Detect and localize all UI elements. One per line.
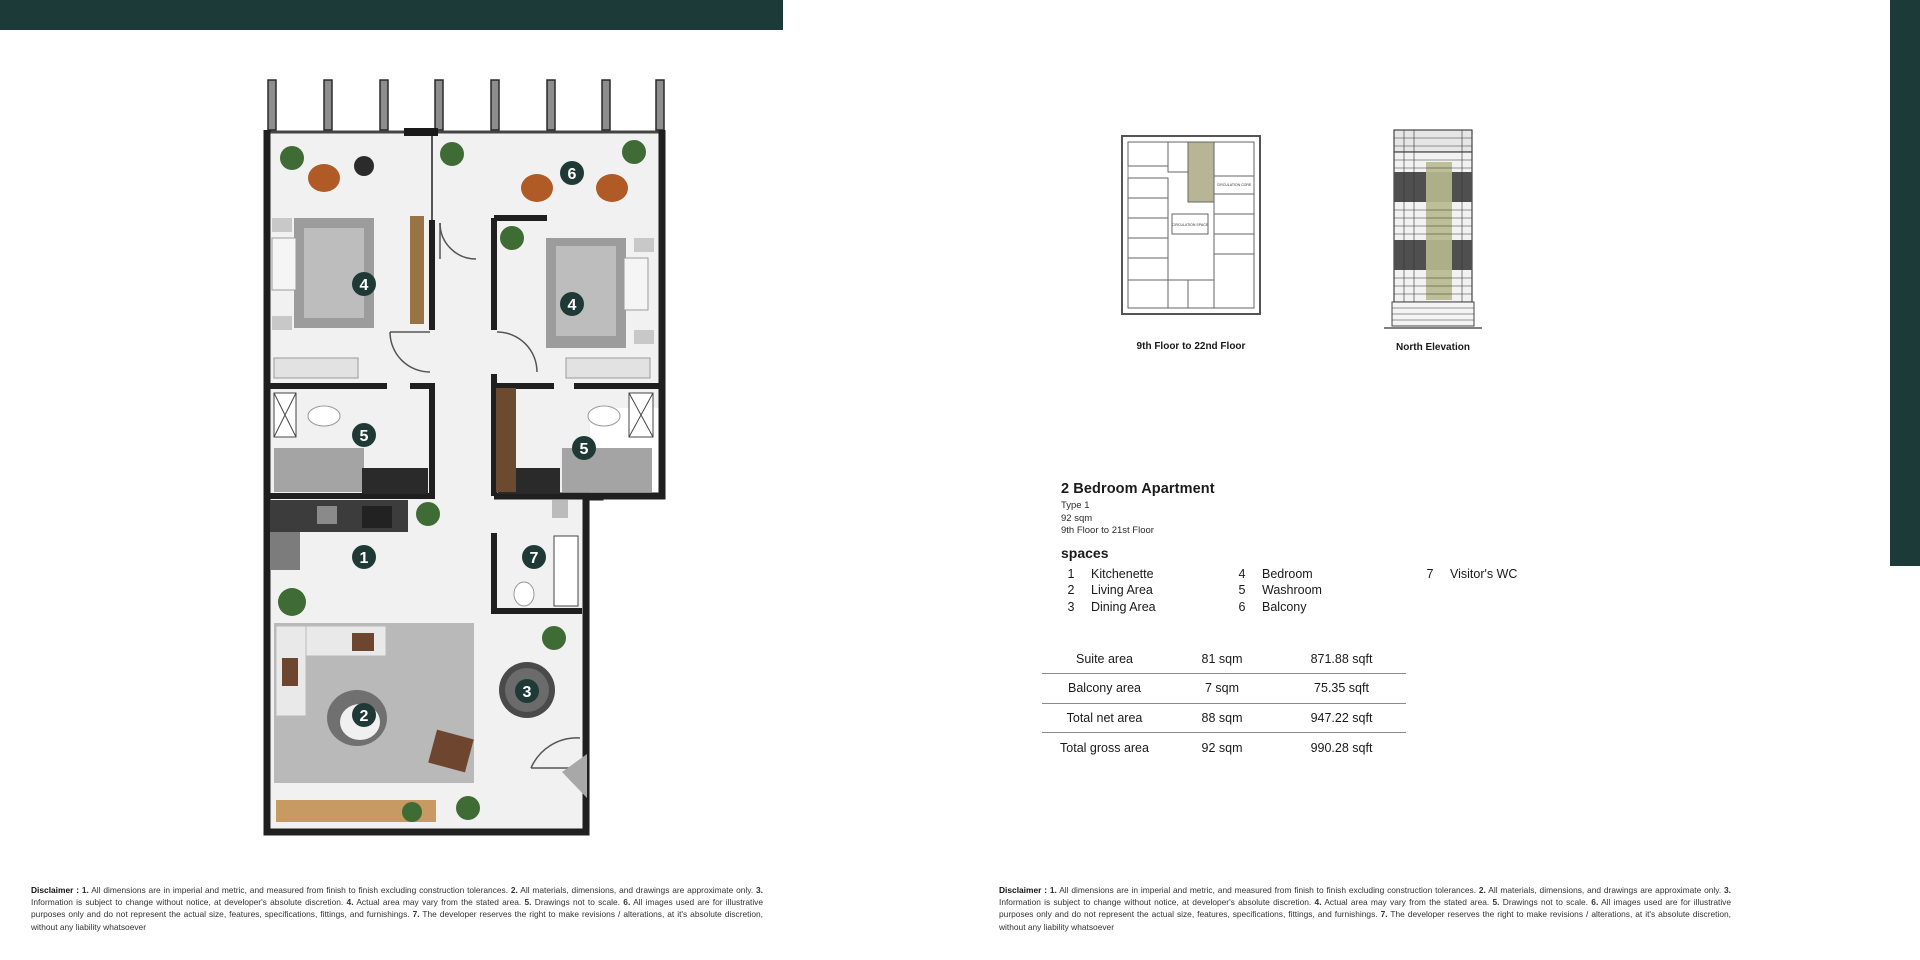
- elevation-caption: North Elevation: [1396, 342, 1470, 353]
- room-marker-1: 1: [359, 550, 369, 567]
- room-marker-5-right: 5: [579, 441, 589, 458]
- space-item-3: 3 Dining Area: [1067, 600, 1156, 614]
- apartment-info: [1061, 481, 1215, 538]
- space-item-2: 2 Living Area: [1067, 583, 1153, 597]
- room-marker-4-right: 4: [567, 297, 577, 314]
- space-item-6: 6 Balcony: [1238, 600, 1307, 614]
- room-marker-6: 6: [567, 166, 577, 183]
- top-brand-bar: [0, 0, 783, 30]
- disclaimer-right: Disclaimer : 1. All dimensions are in imperial and metric, and measured from finish to finish excluding construction tolerances. 2. All materials, dimensions, and drawings are approximate only. 3. Information is subject to change without notice, at developer's absolute discretion. 4. Actual area may vary from the stated area. 5. Drawings not to scale. 6. All images used are for illustrative purposes only and do not represent the actual size, features, specifications, fittings, and furnishings. 7. The developer reserves the right to make revisions / alterations, at it's absolute discretion, without any liability whatsoever: [999, 885, 1732, 932]
- apartment-title: 2 Bedroom Apartment: [1061, 481, 1215, 497]
- keyplan-caption: 9th Floor to 22nd Floor: [1136, 341, 1246, 352]
- table-row: Total gross area 92 sqm 990.28 sqft: [1042, 733, 1406, 763]
- space-item-1: 1 Kitchenette: [1067, 567, 1154, 581]
- room-marker-4-left: 4: [359, 277, 369, 294]
- room-marker-5-left: 5: [359, 428, 369, 445]
- floor-plan-drawing: [262, 78, 670, 838]
- room-marker-2: 2: [359, 708, 369, 725]
- space-item-7: 7 Visitor's WC: [1426, 567, 1518, 581]
- apartment-floors: 9th Floor to 21st Floor: [1061, 525, 1154, 536]
- space-item-5: 5 Washroom: [1238, 583, 1322, 597]
- keyplan-label-circulation-core: CIRCULATION CORE: [1216, 183, 1252, 187]
- space-item-4: 4 Bedroom: [1238, 567, 1313, 581]
- table-row: Balcony area 7 sqm 75.35 sqft: [1042, 674, 1406, 704]
- room-marker-3: 3: [522, 684, 532, 701]
- table-row: Total net area 88 sqm 947.22 sqft: [1042, 703, 1406, 733]
- disclaimer-left: Disclaimer : 1. All dimensions are in imperial and metric, and measured from finish to finish excluding construction tolerances. 2. All materials, dimensions, and drawings are approximate only. 3. Information is subject to change without notice, at developer's absolute discretion. 4. Actual area may vary from the stated area. 5. Drawings not to scale. 6. All images used are for illustrative purposes only and do not represent the actual size, features, specifications, fittings, and furnishings. 7. The developer reserves the right to make revisions / alterations, at it's absolute discretion, without any liability whatsoever: [31, 885, 764, 932]
- north-elevation-drawing: [1380, 128, 1486, 342]
- room-marker-7: 7: [529, 550, 539, 567]
- side-brand-bar: [1890, 0, 1920, 566]
- key-plan-drawing: [1120, 134, 1262, 316]
- apartment-type: Type 1: [1061, 500, 1090, 511]
- table-row: Suite area 81 sqm 871.88 sqft: [1076, 651, 1373, 666]
- keyplan-label-circulation-space: CIRCULATION SPACE: [1171, 223, 1209, 227]
- apartment-size: 92 sqm: [1061, 512, 1093, 524]
- area-table: [1042, 644, 1406, 762]
- spaces-title: spaces: [1061, 545, 1109, 561]
